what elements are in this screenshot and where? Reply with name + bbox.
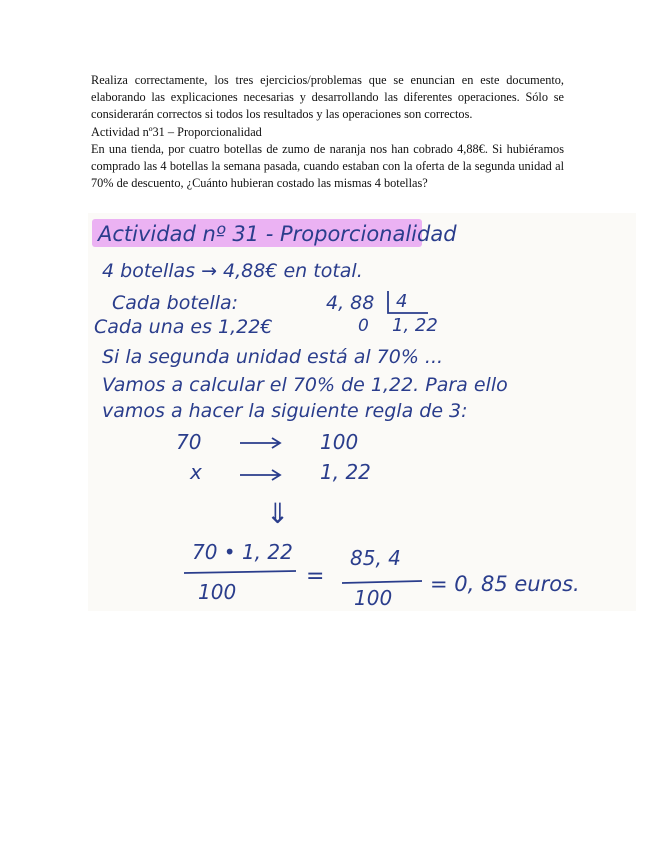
rule-a-right: 100	[320, 430, 359, 454]
rule-a-left: 70	[176, 430, 202, 454]
typed-text-block	[91, 72, 564, 192]
division-quotient: 1, 22	[392, 315, 438, 336]
division-remainder: 0	[358, 316, 369, 336]
handwritten-line-cada-una: Cada una es 1,22€	[94, 316, 273, 338]
fraction2-numerator: 85, 4	[350, 546, 401, 570]
problem-statement: En una tienda, por cuatro botellas de zumo de naranja nos han cobrado 4,88€. Si hubiéramos comprado las 4 botellas la semana pasada, cuando estaban con la oferta de la segunda unidad al 70% de descuento, ¿Cuánto hubieran costado las mismas 4 botellas?	[91, 141, 564, 191]
fraction1-bar	[184, 571, 296, 573]
division-bracket	[388, 291, 428, 313]
handwritten-line-total: 4 botellas → 4,88€ en total.	[102, 260, 363, 282]
fraction1-denominator: 100	[198, 580, 237, 604]
long-division	[326, 291, 438, 336]
equals-sign: =	[306, 564, 325, 589]
division-divisor: 4	[396, 291, 408, 312]
instructions-paragraph: Realiza correctamente, los tres ejercicios/problemas que se enuncian en este documento, elaborando las explicaciones necesarias y desarrollando las diferentes operaciones. Sólo se considerarán correctos si todos los resultados y las operaciones son correctos.	[91, 73, 564, 122]
handwritten-line-calcular: Vamos a calcular el 70% de 1,22. Para ello	[102, 374, 508, 396]
activity-title: Actividad nº31 – Proporcionalidad	[91, 124, 262, 139]
handwritten-title: Actividad nº 31 - Proporcionalidad	[98, 222, 457, 246]
fraction1-numerator: 70 • 1, 22	[192, 540, 293, 564]
rule-of-three	[176, 430, 371, 484]
rule-b-left: x	[190, 460, 202, 484]
fraction2-bar	[342, 581, 422, 583]
rule-b-right: 1, 22	[320, 460, 371, 484]
handwritten-scan	[88, 213, 636, 611]
handwritten-line-segunda-unidad: Si la segunda unidad está al 70% ...	[102, 346, 444, 368]
implies-arrow-icon: ⇓	[266, 497, 290, 530]
handwritten-line-regla: vamos a hacer la siguiente regla de 3:	[102, 400, 468, 422]
handwritten-line-cada-botella: Cada botella:	[112, 292, 239, 314]
division-dividend: 4, 88	[326, 292, 375, 314]
rule-a-arrow-icon	[240, 438, 280, 448]
final-result: = 0, 85 euros.	[430, 572, 580, 596]
rule-b-arrow-icon	[240, 470, 280, 480]
final-calculation	[184, 540, 580, 610]
fraction2-denominator: 100	[354, 586, 393, 610]
handwritten-solution	[88, 213, 636, 611]
